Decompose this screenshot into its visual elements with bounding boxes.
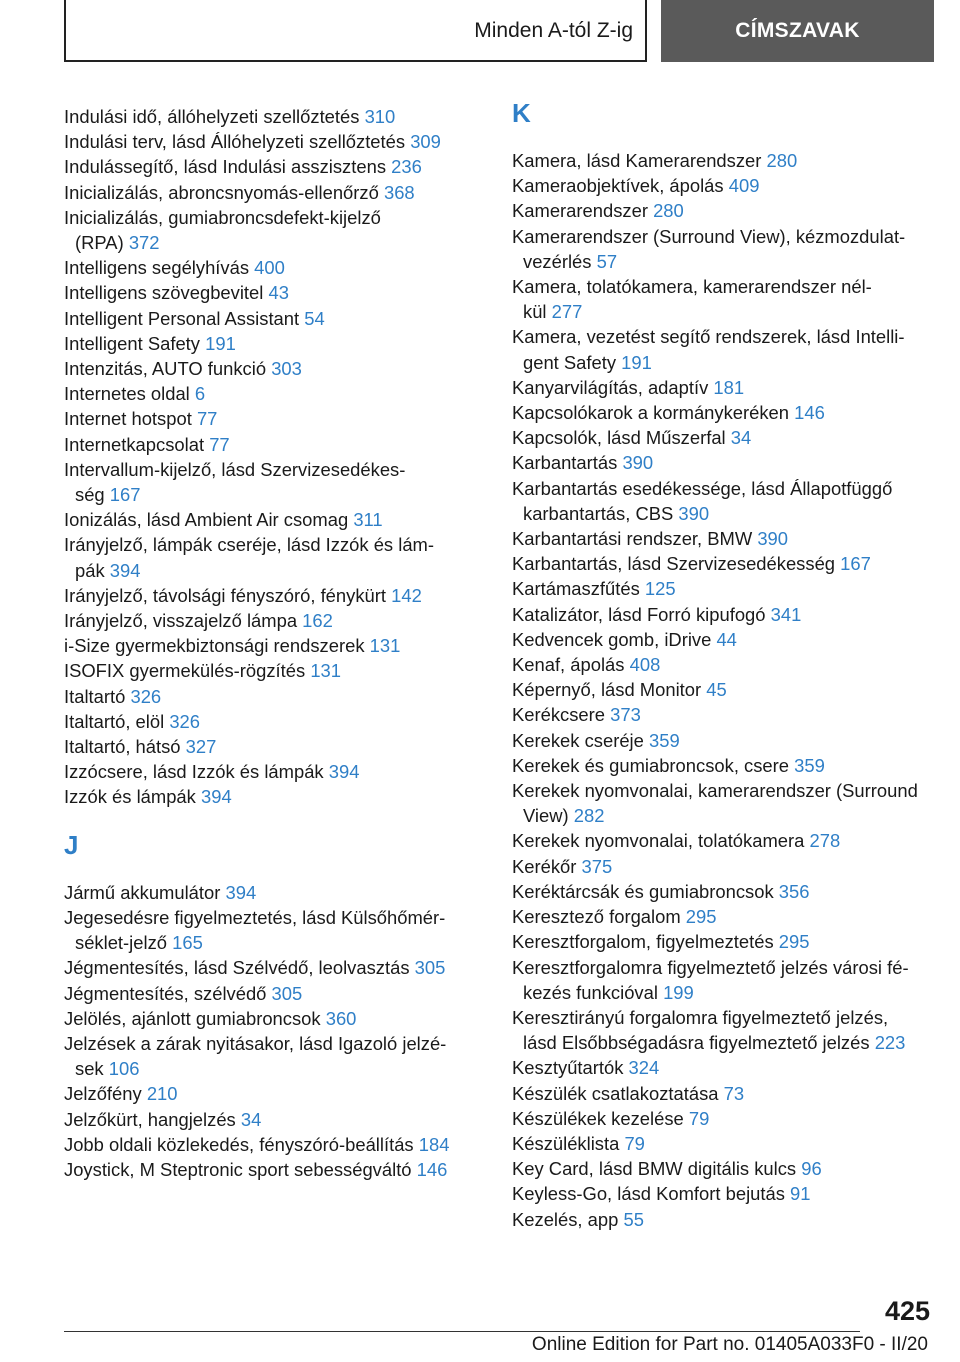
index-entry [512,274,932,324]
index-entry-page-link[interactable]: 131 [310,660,342,682]
index-entry-term: Kameraobjektívek, ápolás [512,175,724,197]
index-entry-term: Kapcsolók, lásd Műszerfal [512,427,726,449]
index-entry [64,880,474,905]
index-entry-page-link[interactable]: 394 [225,881,257,903]
index-entry [64,905,474,955]
index-entry-page-link[interactable]: 167 [840,553,871,575]
index-entry-page-link[interactable]: 372 [128,232,160,254]
index-entry [64,684,474,709]
index-entry-term: i-Size gyermekbiztonsági rendszerek [64,635,365,657]
index-entry-term: Indulási terv, lásd Állóhelyzeti szellőztetés [64,131,406,153]
index-entry [64,633,474,658]
index-entry-term: Italtartó [64,685,126,707]
index-entry-term: Karbantartás [512,452,618,474]
index-entry-term: Karbantartás esedékessége, lásd Állapotfüggő karbantartás, CBS [512,477,893,524]
index-entry-term: Italtartó, hátsó [64,736,181,758]
index-entry [64,1081,474,1106]
index-entry-term: Karbantartási rendszer, BMW [512,528,753,550]
index-entry [64,205,474,255]
index-entry-page-link[interactable]: 77 [196,408,218,430]
index-entry [64,1107,474,1132]
index-entry-page-link[interactable]: 106 [108,1058,140,1080]
index-entry-page-link[interactable]: 282 [573,805,605,827]
index-entry [512,828,932,853]
index-entry [64,457,474,507]
index-entry-term: Jármű akkumulátor [64,881,221,903]
index-entry-page-link[interactable]: 295 [778,931,810,953]
index-entry [64,1157,474,1182]
index-entry-term: Kamera, vezetést segítő rendszerek, lásd Intelli‐ gent Safety [512,326,905,373]
index-entry-page-link[interactable]: 165 [172,932,203,954]
index-entry [64,709,474,734]
index-entry [64,955,474,980]
index-entry-page-link[interactable]: 394 [328,761,360,783]
index-entry [512,198,932,223]
index-entry [512,1106,932,1131]
index-entry-page-link[interactable]: 6 [194,383,206,405]
index-entry [512,702,932,727]
index-entry-page-link[interactable]: 356 [778,880,810,902]
index-entry-page-link[interactable]: 305 [414,957,446,979]
index-entry-page-link[interactable]: 34 [240,1108,262,1130]
index-entry-term: Kesztyűtartók [512,1057,624,1079]
index-entry [64,356,474,381]
index-entry [512,1131,932,1156]
index-entry [512,879,932,904]
index-entry-term: Kamera, tolatókamera, kamerarendszer nél‐ kül [512,276,872,323]
index-entry [512,955,932,1005]
index-entry [512,1055,932,1080]
index-entry-page-link[interactable]: 43 [268,282,289,304]
index-entry-term: Kanyarvilágítás, adaptív [512,376,709,398]
index-entry-page-link[interactable]: 191 [205,332,236,354]
index-entry [64,104,474,129]
index-entry-page-link[interactable]: 79 [688,1107,710,1129]
index-entry-term: Internet hotspot [64,408,192,430]
index-entry-term: Jelzőkürt, hangjelzés [64,1108,236,1130]
index-entry-term: Keresztirányú forgalomra figyelmeztető jelzés, lásd Elsőbbségadásra figyelmeztető jelzés [512,1006,889,1054]
index-entry-page-link[interactable]: 131 [369,635,401,657]
index-entry-term: Keréktárcsák és gumiabroncsok [512,880,774,902]
index-entry [512,476,932,526]
index-entry [64,784,474,809]
index-entry [512,1207,932,1232]
index-entry-page-link[interactable]: 210 [146,1083,178,1105]
index-entry-term: Jelzőfény [64,1083,142,1105]
index-entry-term: Kezelés, app [512,1208,619,1230]
index-entry-page-link[interactable]: 142 [391,584,422,606]
index-entry-term: Kerekek és gumiabroncsok, csere [512,754,790,776]
index-entry [512,929,932,954]
index-entry-term: Kerekek nyomvonalai, tolatókamera [512,830,805,852]
section-title: Minden A-tól Z-ig [474,19,633,42]
index-entry [64,306,474,331]
index-entry [64,1006,474,1031]
index-entry [512,627,932,652]
index-entry-term: Készülékek kezelése [512,1107,684,1129]
index-entry-page-link[interactable]: 400 [254,257,285,279]
index-entry-term: Inicializálás, gumiabroncsdefekt-kijelző (RPA) [64,206,381,254]
index-entry [512,854,932,879]
index-entry-page-link[interactable]: 360 [325,1007,357,1029]
index-entry-page-link[interactable]: 167 [109,484,141,506]
index-entry-page-link[interactable]: 184 [418,1133,450,1155]
index-entry-page-link[interactable]: 359 [649,729,680,751]
index-entry [64,1132,474,1157]
index-entry [64,1031,474,1081]
index-entry-term: Kedvencek gomb, iDrive [512,628,712,650]
index-entry-page-link[interactable]: 390 [678,502,710,524]
index-entry [512,173,932,198]
index-entry [64,331,474,356]
index-entry [512,425,932,450]
index-entry [512,1181,932,1206]
index-entry-page-link[interactable]: 277 [551,301,583,323]
index-entry-page-link[interactable]: 326 [169,710,200,732]
index-entry-term: Készüléklista [512,1132,620,1154]
index-entry-term: Italtartó, elöl [64,710,165,732]
index-entry-term: Indulási idő, állóhelyzeti szellőztetés [64,106,360,127]
index-entry-page-link[interactable]: 390 [622,452,654,474]
index-entry-term: Joystick, M Steptronic sport sebességváltó [64,1158,412,1180]
index-entry [512,526,932,551]
index-entry-page-link[interactable]: 280 [653,200,684,222]
index-entry [512,576,932,601]
index-entry-page-link[interactable]: 305 [271,982,303,1004]
index-entry-page-link[interactable]: 409 [728,175,760,197]
footer-edition-note: Online Edition for Part no. 01405A033F0 - II/20 [531,1334,928,1355]
index-entry-page-link[interactable]: 310 [364,106,396,127]
index-entry-page-link[interactable]: 162 [302,610,333,632]
index-entry-page-link[interactable]: 181 [713,376,745,398]
index-letter-heading: K [512,98,531,128]
index-entry-page-link[interactable]: 309 [410,131,441,153]
index-entry-term: Intelligens segélyhívás [64,257,250,279]
index-entry-page-link[interactable]: 57 [596,250,618,272]
index-entry-term: Képernyő, lásd Monitor [512,679,702,701]
index-entry [512,778,932,828]
index-entry-term: Keresztező forgalom [512,906,681,928]
index-entry-term: Kamerarendszer [512,200,648,222]
index-entry-term: Inicializálás, abroncsnyomás-ellenőrző [64,181,379,203]
index-entry-page-link[interactable]: 303 [271,358,302,380]
index-entry [512,677,932,702]
index-entry [64,129,474,154]
index-entry-term: Kerékőr [512,855,577,877]
index-entry [512,753,932,778]
index-entry [64,255,474,280]
index-entry-term: Irányjelző, visszajelző lámpa [64,610,298,632]
index-entry [64,406,474,431]
index-entry-term: Kamerarendszer (Surround View), kézmozdulat‐ vezérlés [512,225,906,272]
index-entry-term: Jegesedésre figyelmeztetés, lásd Külsőhőmér‐ séklet-jelző [64,906,446,954]
index-entry-term: Kerekek nyomvonalai, kamerarendszer (Surround View) [512,780,918,827]
index-entry [64,381,474,406]
index-entry-term: Kartámaszfűtés [512,578,640,600]
index-entry [512,324,932,374]
index-entry-page-link[interactable]: 79 [624,1132,645,1154]
index-entry-page-link[interactable]: 96 [801,1158,822,1180]
page-number: 425 [884,1296,930,1326]
index-entry [512,904,932,929]
index-entry-page-link[interactable]: 54 [304,307,325,329]
chapter-tab: CÍMSZAVAK [661,0,934,62]
index-entry-page-link[interactable]: 125 [644,578,676,600]
index-entry-term: Internetkapcsolat [64,433,205,455]
index-entry-term: Kamera, lásd Kamerarendszer [512,150,762,171]
index-entry-page-link[interactable]: 34 [730,427,752,449]
index-entry-page-link[interactable]: 326 [130,685,162,707]
index-entry-term: Kenaf, ápolás [512,654,625,676]
index-entry [64,532,474,582]
index-entry-page-link[interactable]: 311 [353,509,383,531]
index-entry [64,583,474,608]
index-entry [512,224,932,274]
index-entry [512,602,932,627]
index-entry-page-link[interactable]: 44 [716,628,737,650]
index-entry-term: Kerékcsere [512,704,606,726]
index-entry-term: Izzók és lámpák [64,786,196,808]
index-letter-heading: J [64,829,79,860]
index-entry [64,154,474,179]
page-header [64,0,934,64]
index-column-right [512,98,932,1232]
index-entry-term: Intelligent Personal Assistant [64,307,300,329]
index-entry-page-link[interactable]: 394 [200,786,232,808]
index-entry-term: Indulássegítő, lásd Indulási asszisztens [64,156,387,178]
index-entry-term: Intenzitás, AUTO funkció [64,358,267,380]
index-entry-page-link[interactable]: 373 [610,704,641,726]
index-entry-page-link[interactable]: 280 [766,150,798,171]
index-entry-term: Kerekek cseréje [512,729,644,751]
index-entry-term: Keyless-Go, lásd Komfort bejutás [512,1183,785,1205]
index-entry-term: Irányjelző, lámpák cseréje, lásd Izzók és lám‐ pák [64,534,434,581]
index-entry [64,280,474,305]
index-entry [64,981,474,1006]
index-entry-term: Intelligens szövegbevitel [64,282,264,304]
index-entry-page-link[interactable]: 146 [416,1158,448,1180]
index-entry [512,1081,932,1106]
index-entry-page-link[interactable]: 55 [623,1208,644,1230]
index-entry-term: Jégmentesítés, lásd Szélvédő, leolvasztás [64,957,410,979]
index-entry-page-link[interactable]: 278 [809,830,841,852]
index-entry-term: Készülék csatlakoztatása [512,1082,719,1104]
index-entry-page-link[interactable]: 199 [663,981,694,1003]
index-entry-term: Ionizálás, lásd Ambient Air csomag [64,509,349,531]
index-entry [64,658,474,683]
index-entry-page-link[interactable]: 359 [794,754,825,776]
index-entry-page-link[interactable]: 375 [581,855,613,877]
index-entry-term: Kapcsolókarok a kormánykeréken [512,402,790,424]
index-entry-page-link[interactable]: 368 [383,181,415,203]
index-entry [512,148,932,173]
index-entry-page-link[interactable]: 146 [794,402,825,424]
index-entry [64,608,474,633]
index-entry [64,180,474,205]
index-entry-term: Jelzések a zárak nyitásakor, lásd Igazoló jelzé‐ sek [64,1032,447,1080]
index-entry [64,759,474,784]
index-entry-term: Katalizátor, lásd Forró kipufogó [512,603,766,625]
index-entry-page-link[interactable]: 91 [790,1183,811,1205]
index-entry-term: Intervallum-kijelző, lásd Szervizesedékes‐ ség [64,458,406,506]
index-entry-term: Keresztforgalomra figyelmeztető jelzés városi fé‐ kezés funkcióval [512,956,909,1003]
index-entry-page-link[interactable]: 223 [874,1032,906,1054]
index-entry [512,1005,932,1055]
index-entry-page-link[interactable]: 295 [685,906,717,928]
index-entry [512,375,932,400]
index-entry-term: Keresztforgalom, figyelmeztetés [512,931,774,953]
index-entry-term: Jelölés, ajánlott gumiabroncsok [64,1007,321,1029]
index-entry-page-link[interactable]: 394 [109,559,141,581]
index-entry-page-link[interactable]: 45 [706,679,727,701]
index-entry-term: Karbantartás, lásd Szervizesedékesség [512,553,836,575]
index-entry-term: Internetes oldal [64,383,190,405]
index-entry [512,400,932,425]
index-entry-term: Izzócsere, lásd Izzók és lámpák [64,761,324,783]
index-entry [64,734,474,759]
index-entry [64,432,474,457]
index-entry [512,1156,932,1181]
index-entry-term: Jégmentesítés, szélvédő [64,982,267,1004]
index-entry-page-link[interactable]: 73 [723,1082,745,1104]
index-entry [512,728,932,753]
index-entry-term: Irányjelző, távolsági fényszóró, fénykürt [64,584,386,606]
index-entry-term: Key Card, lásd BMW digitális kulcs [512,1158,797,1180]
index-entry-page-link[interactable]: 77 [209,433,230,455]
index-entry-page-link[interactable]: 236 [391,156,422,178]
index-entry [512,652,932,677]
index-entry [64,507,474,532]
index-entry-page-link[interactable]: 327 [185,736,217,758]
index-column-left [64,104,474,1182]
index-entry-page-link[interactable]: 390 [757,528,789,550]
index-entry-page-link[interactable]: 341 [770,603,802,625]
index-entry-term: Intelligent Safety [64,332,200,354]
index-entry-term: ISOFIX gyermekülés-rögzítés [64,660,306,682]
index-entry-page-link[interactable]: 191 [621,351,652,373]
index-entry-term: Jobb oldali közlekedés, fényszóró-beállítás [64,1133,414,1155]
index-entry [512,450,932,475]
index-entry-page-link[interactable]: 408 [629,654,661,676]
index-entry [512,551,932,576]
index-entry-page-link[interactable]: 324 [628,1057,660,1079]
